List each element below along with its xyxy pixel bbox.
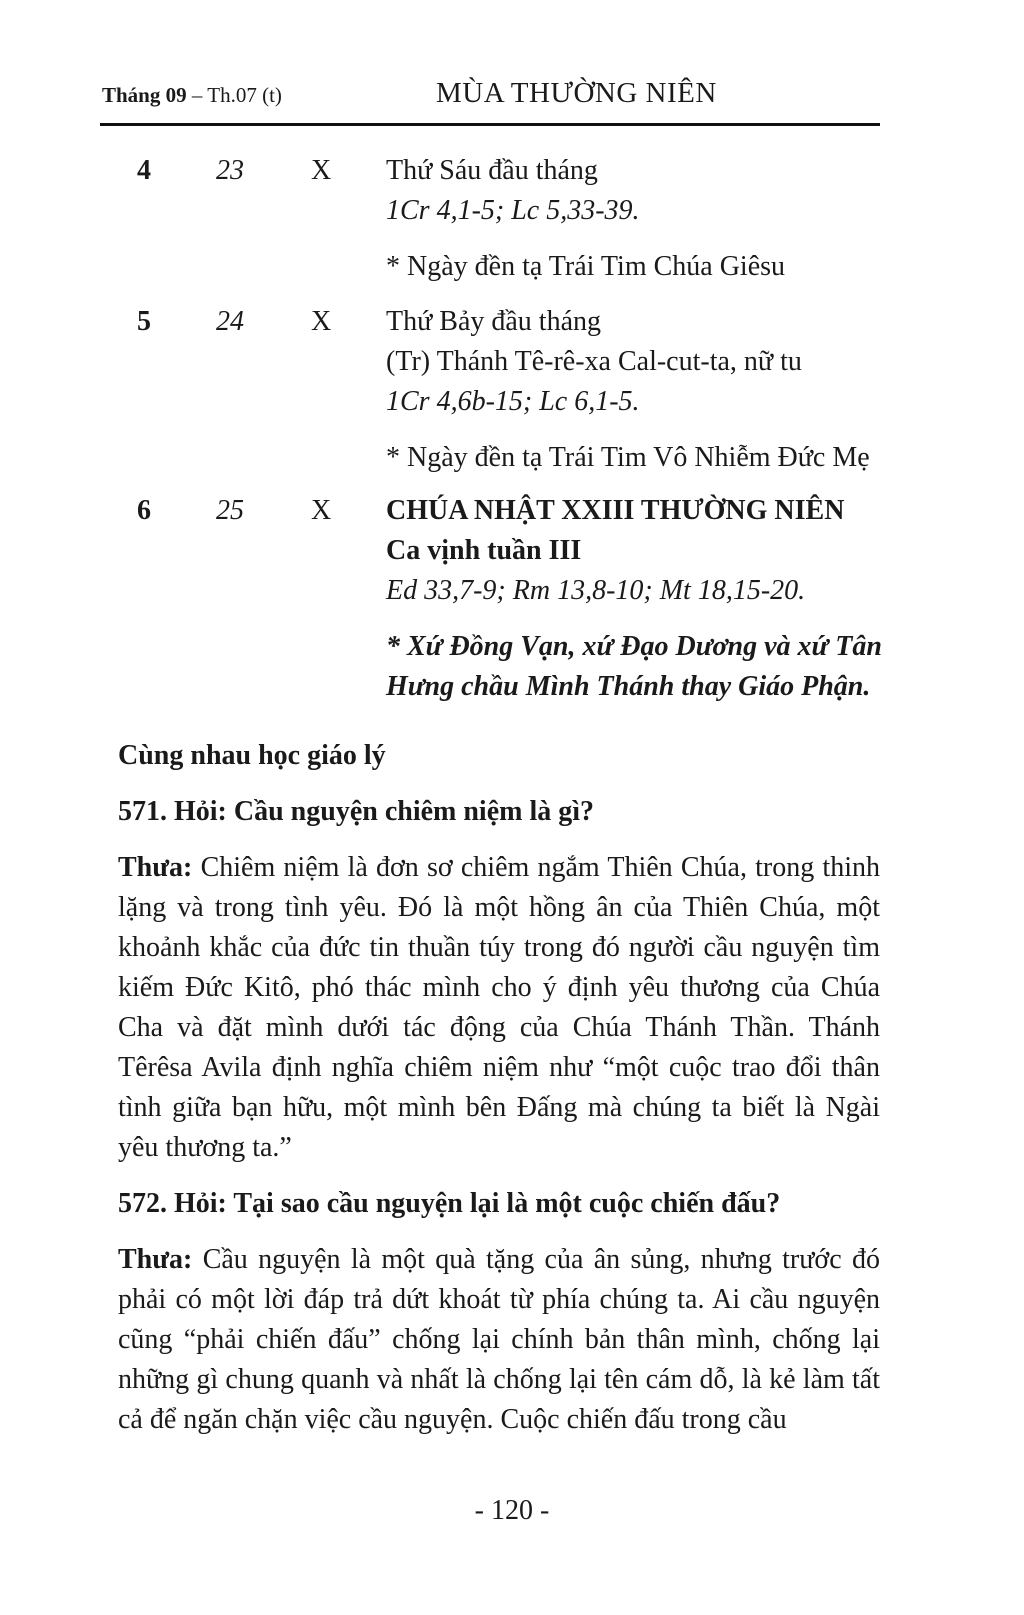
entry-body	[386, 151, 906, 287]
header-divider	[100, 123, 880, 126]
entry-note: * Ngày đền tạ Trái Tim Chúa Giêsu	[386, 251, 786, 282]
catechism-section	[118, 736, 880, 1440]
entry-lunar-day: 25	[216, 495, 244, 526]
entry-liturgical-color: X	[311, 155, 332, 186]
entry-note: Hưng chầu Mình Thánh thay Giáo Phận.	[386, 671, 871, 702]
entry-day: 6	[137, 495, 151, 526]
header-month: Tháng 09 – Th.07 (t)	[102, 83, 282, 107]
entry-body	[386, 491, 906, 707]
entry-note: * Ngày đền tạ Trái Tim Vô Nhiễm Đức Mẹ	[386, 442, 870, 473]
entry-readings: 1Cr 4,1-5; Lc 5,33-39.	[386, 195, 640, 226]
page-number: - 120 -	[474, 1495, 550, 1526]
entry-body	[386, 302, 906, 478]
catechism-heading: Cùng nhau học giáo lý	[118, 740, 386, 771]
header-title: MÙA THƯỜNG NIÊN	[436, 77, 717, 109]
entry-liturgical-color: X	[311, 306, 332, 337]
entry-psalter: Ca vịnh tuần III	[386, 535, 582, 566]
entry-day: 4	[137, 155, 151, 186]
entry-readings: 1Cr 4,6b-15; Lc 6,1-5.	[386, 386, 640, 417]
entry-liturgical-color: X	[311, 495, 332, 526]
entry-lunar-day: 24	[216, 306, 244, 337]
entry-title: Thứ Bảy đầu tháng	[386, 306, 602, 337]
question-571: 571. Hỏi: Cầu nguyện chiêm niệm là gì?	[118, 796, 595, 827]
page-header	[102, 76, 880, 118]
question-572: 572. Hỏi: Tại sao cầu nguyện lại là một cuộc chiến đấu?	[118, 1188, 781, 1219]
entry-lunar-day: 23	[216, 155, 244, 186]
answer-572: Thưa: Cầu nguyện là một quà tặng của ân sủng, nhưng trước đó phải có một lời đáp trả dứt khoát từ phía chúng ta. Ai cầu nguyện cũng “phải chiến đấu” chống lại chính bản thân mình, chống lại những gì chung quanh và nhất là chống lại tên cám dỗ, là kẻ làm tất cả để ngăn chặn việc cầu nguyện. Cuộc chiến đấu trong cầu	[118, 1244, 880, 1435]
entry-day: 5	[137, 306, 151, 337]
entry-readings: Ed 33,7-9; Rm 13,8-10; Mt 18,15-20.	[386, 575, 806, 606]
entry-title: CHÚA NHẬT XXIII THƯỜNG NIÊN	[386, 495, 845, 526]
entry-note: * Xứ Đồng Vạn, xứ Đạo Dương và xứ Tân	[386, 631, 882, 662]
entry-feast: (Tr) Thánh Tê-rê-xa Cal-cut-ta, nữ tu	[386, 346, 802, 377]
answer-571: Thưa: Chiêm niệm là đơn sơ chiêm ngắm Thiên Chúa, trong thinh lặng và trong tình yêu. Đó là một hồng ân của Thiên Chúa, một khoảnh khắc của đức tin thuần túy trong đó người cầu nguyện tìm kiếm Đức Kitô, phó thác mình cho ý định yêu thương của Chúa Cha và đặt mình dưới tác động của Chúa Thánh Thần. Thánh Têrêsa Avila định nghĩa chiêm niệm như “một cuộc trao đổi thân tình giữa bạn hữu, một mình bên Đấng mà chúng ta biết là Ngài yêu thương ta.”	[118, 852, 880, 1163]
entry-title: Thứ Sáu đầu tháng	[386, 155, 598, 186]
